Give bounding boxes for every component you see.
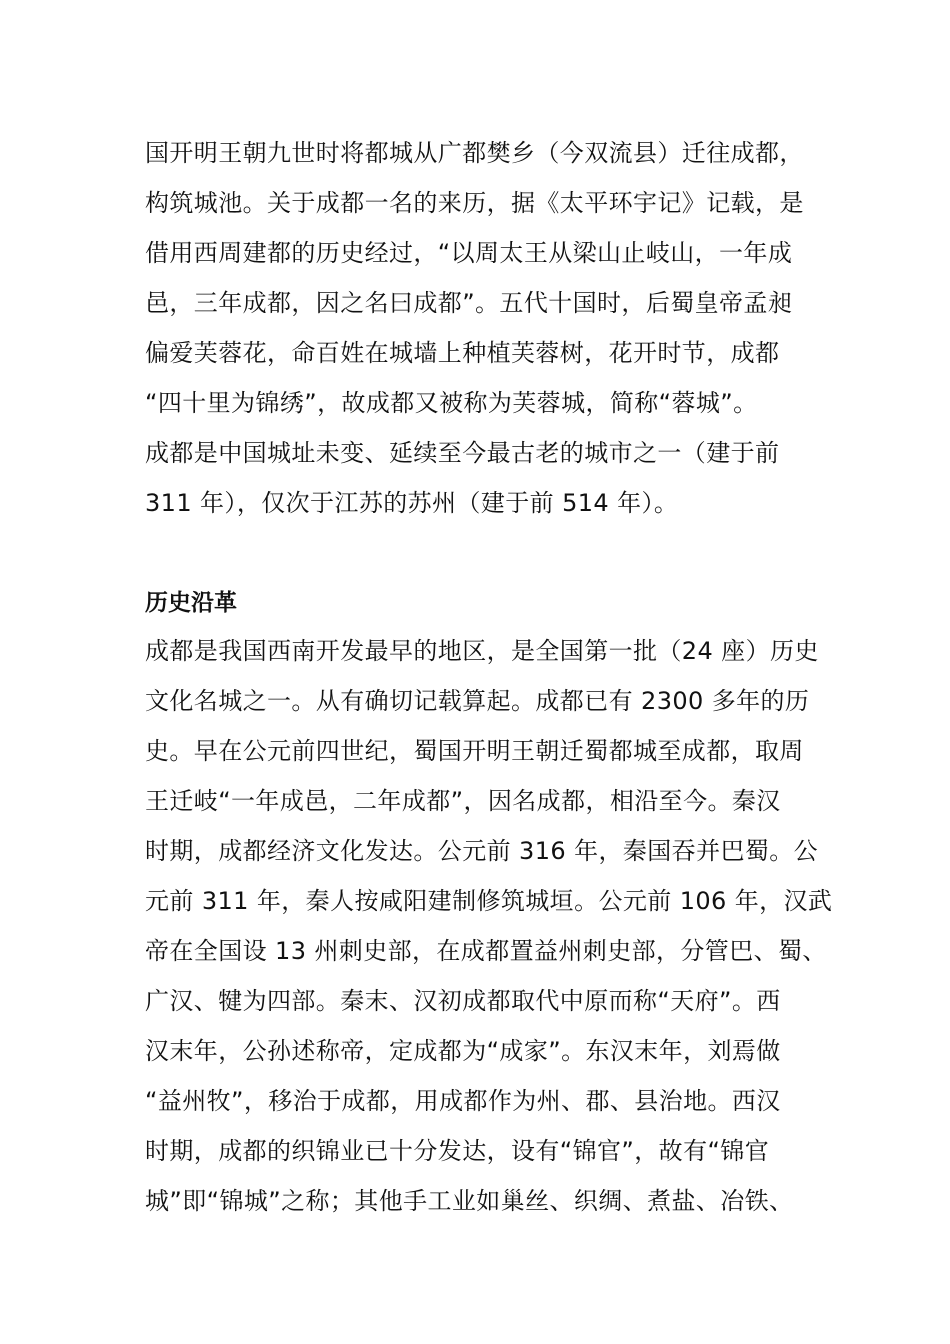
text-line: 成都是我国西南开发最早的地区，是全国第一批（24 座）历史 <box>145 637 819 665</box>
text-line: 时期，成都经济文化发达。公元前 316 年，秦国吞并巴蜀。公 <box>145 837 819 865</box>
text-line: 成都是中国城址未变、延续至今最古老的城市之一（建于前 <box>145 439 780 467</box>
text-line: 帝在全国设 13 州刺史部，在成都置益州刺史部，分管巴、蜀、 <box>145 937 827 965</box>
text-line: 构筑城池。关于成都一名的来历，据《太平环宇记》记载，是 <box>145 189 804 217</box>
text-line: 汉末年，公孙述称帝，定成都为“成家”。东汉末年，刘焉做 <box>145 1037 781 1065</box>
text-line: 王迁岐“一年成邑，二年成都”，因名成都，相沿至今。秦汉 <box>145 787 781 815</box>
text-line: “益州牧”，移治于成都，用成都作为州、郡、县治地。西汉 <box>145 1087 781 1115</box>
text-line: 元前 311 年，秦人按咸阳建制修筑城垣。公元前 106 年，汉武 <box>145 887 833 915</box>
text-line: 邑，三年成都，因之名曰成都”。五代十国时，后蜀皇帝孟昶 <box>145 289 793 317</box>
text-line: 国开明王朝九世时将都城从广都樊乡（今双流县）迁往成都， <box>145 139 804 167</box>
text-line: 文化名城之一。从有确切记载算起。成都已有 2300 多年的历 <box>145 687 810 715</box>
section-heading: 历史沿革 <box>145 590 237 616</box>
text-line: 广汉、犍为四部。秦末、汉初成都取代中原而称“天府”。西 <box>145 987 781 1015</box>
text-line: 借用西周建都的历史经过，“以周太王从梁山止岐山，一年成 <box>145 239 793 267</box>
text-line: “四十里为锦绣”，故成都又被称为芙蓉城，简称“蓉城”。 <box>145 389 758 417</box>
text-line: 偏爱芙蓉花，命百姓在城墙上种植芙蓉树，花开时节，成都 <box>145 339 780 367</box>
text-line: 311 年），仅次于江苏的苏州（建于前 514 年）。 <box>145 489 679 517</box>
text-line: 史。早在公元前四世纪，蜀国开明王朝迁蜀都城至成都，取周 <box>145 737 804 765</box>
text-line: 时期，成都的织锦业已十分发达，设有“锦官”，故有“锦官 <box>145 1137 770 1165</box>
text-line: 城”即“锦城”之称；其他手工业如巢丝、织绸、煮盐、冶铁、 <box>145 1187 794 1215</box>
